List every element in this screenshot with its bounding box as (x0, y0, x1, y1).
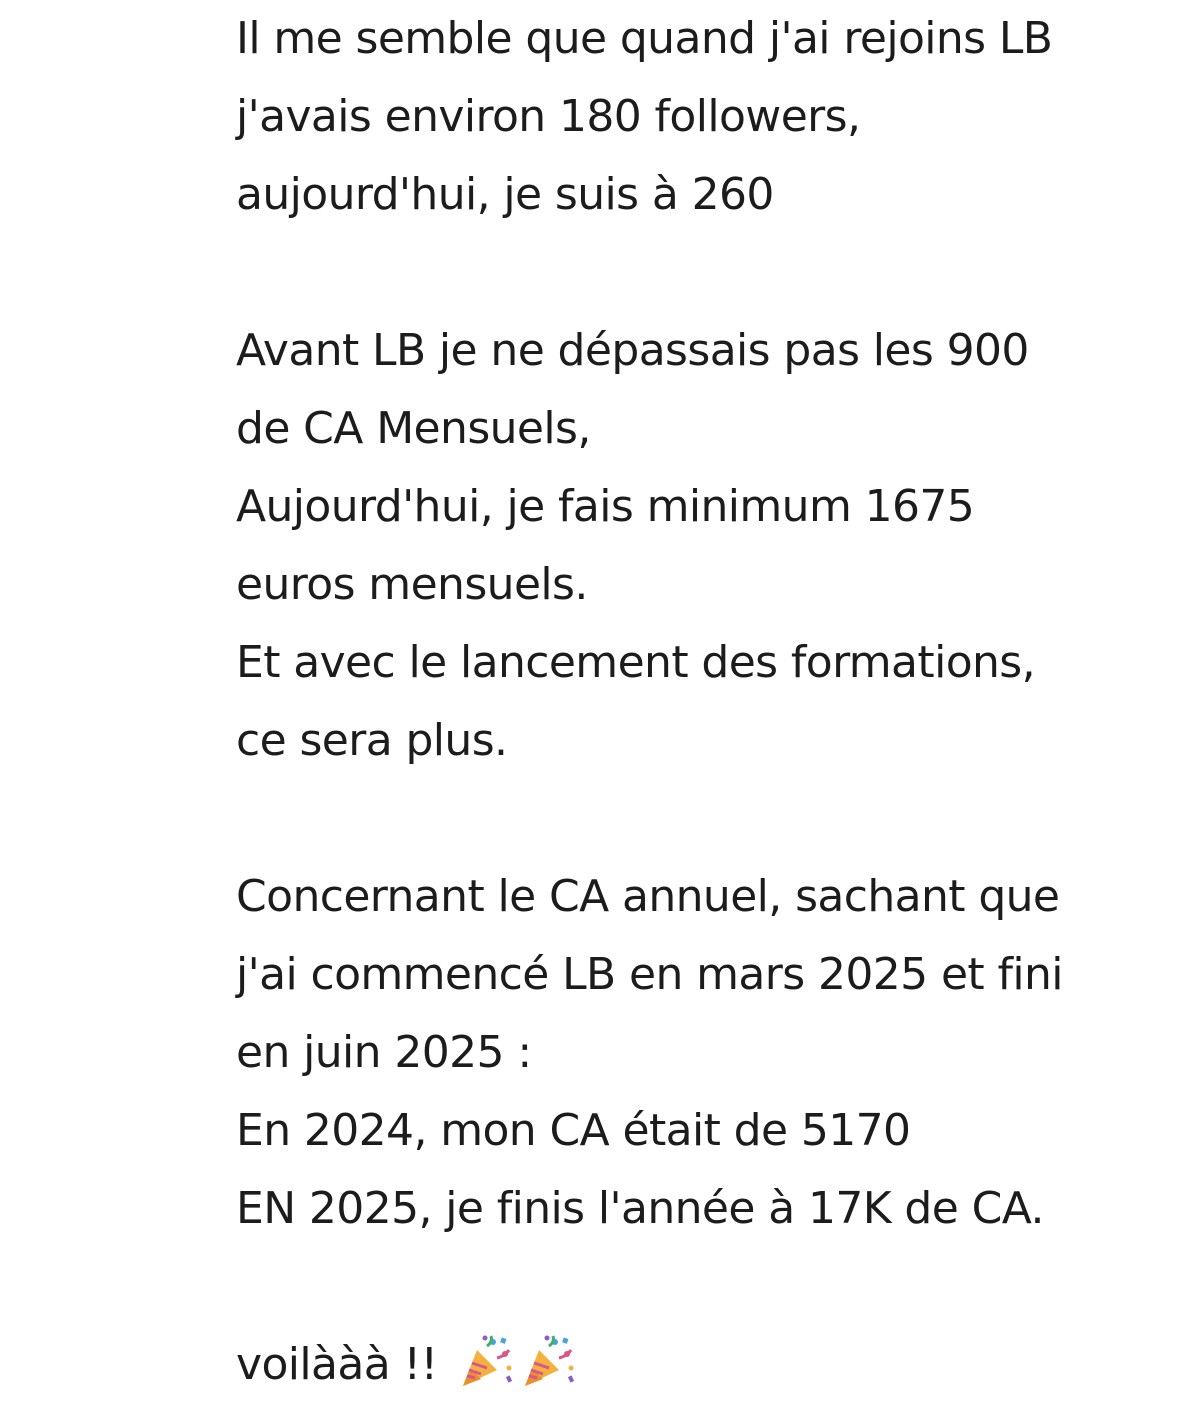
message-line: EN 2025, je finis l'année à 17K de CA. (236, 1183, 1044, 1234)
message-line: aujourd'hui, je suis à 260 (236, 169, 774, 220)
blank-line (236, 1248, 1136, 1326)
message-line: euros mensuels. (236, 559, 588, 610)
emoji-group (457, 1338, 581, 1396)
message-line: En 2024, mon CA était de 5170 (236, 1105, 911, 1156)
message-line: Et avec le lancement des formations, (236, 637, 1036, 688)
message-line: Avant LB je ne dépassais pas les 900 (236, 325, 1029, 376)
message-line: j'avais environ 180 followers, (236, 91, 861, 142)
message-line: Aujourd'hui, je fais minimum 1675 (236, 481, 975, 532)
message-body (236, 0, 1136, 1404)
message-line: Concernant le CA annuel, sachant que (236, 871, 1060, 922)
message-line: de CA Mensuels, (236, 403, 591, 454)
closing-line (236, 1326, 1136, 1404)
message-line: j'ai commencé LB en mars 2025 et fini (236, 949, 1063, 1000)
party-popper-icon (457, 1332, 515, 1390)
closing-text: voilààà !! (236, 1339, 438, 1390)
message-line: ce sera plus. (236, 715, 508, 766)
party-popper-icon (519, 1332, 577, 1390)
blank-line (236, 234, 1136, 312)
blank-line (236, 780, 1136, 858)
message-line: en juin 2025 : (236, 1027, 532, 1078)
message-line: Il me semble que quand j'ai rejoins LB (236, 13, 1053, 64)
